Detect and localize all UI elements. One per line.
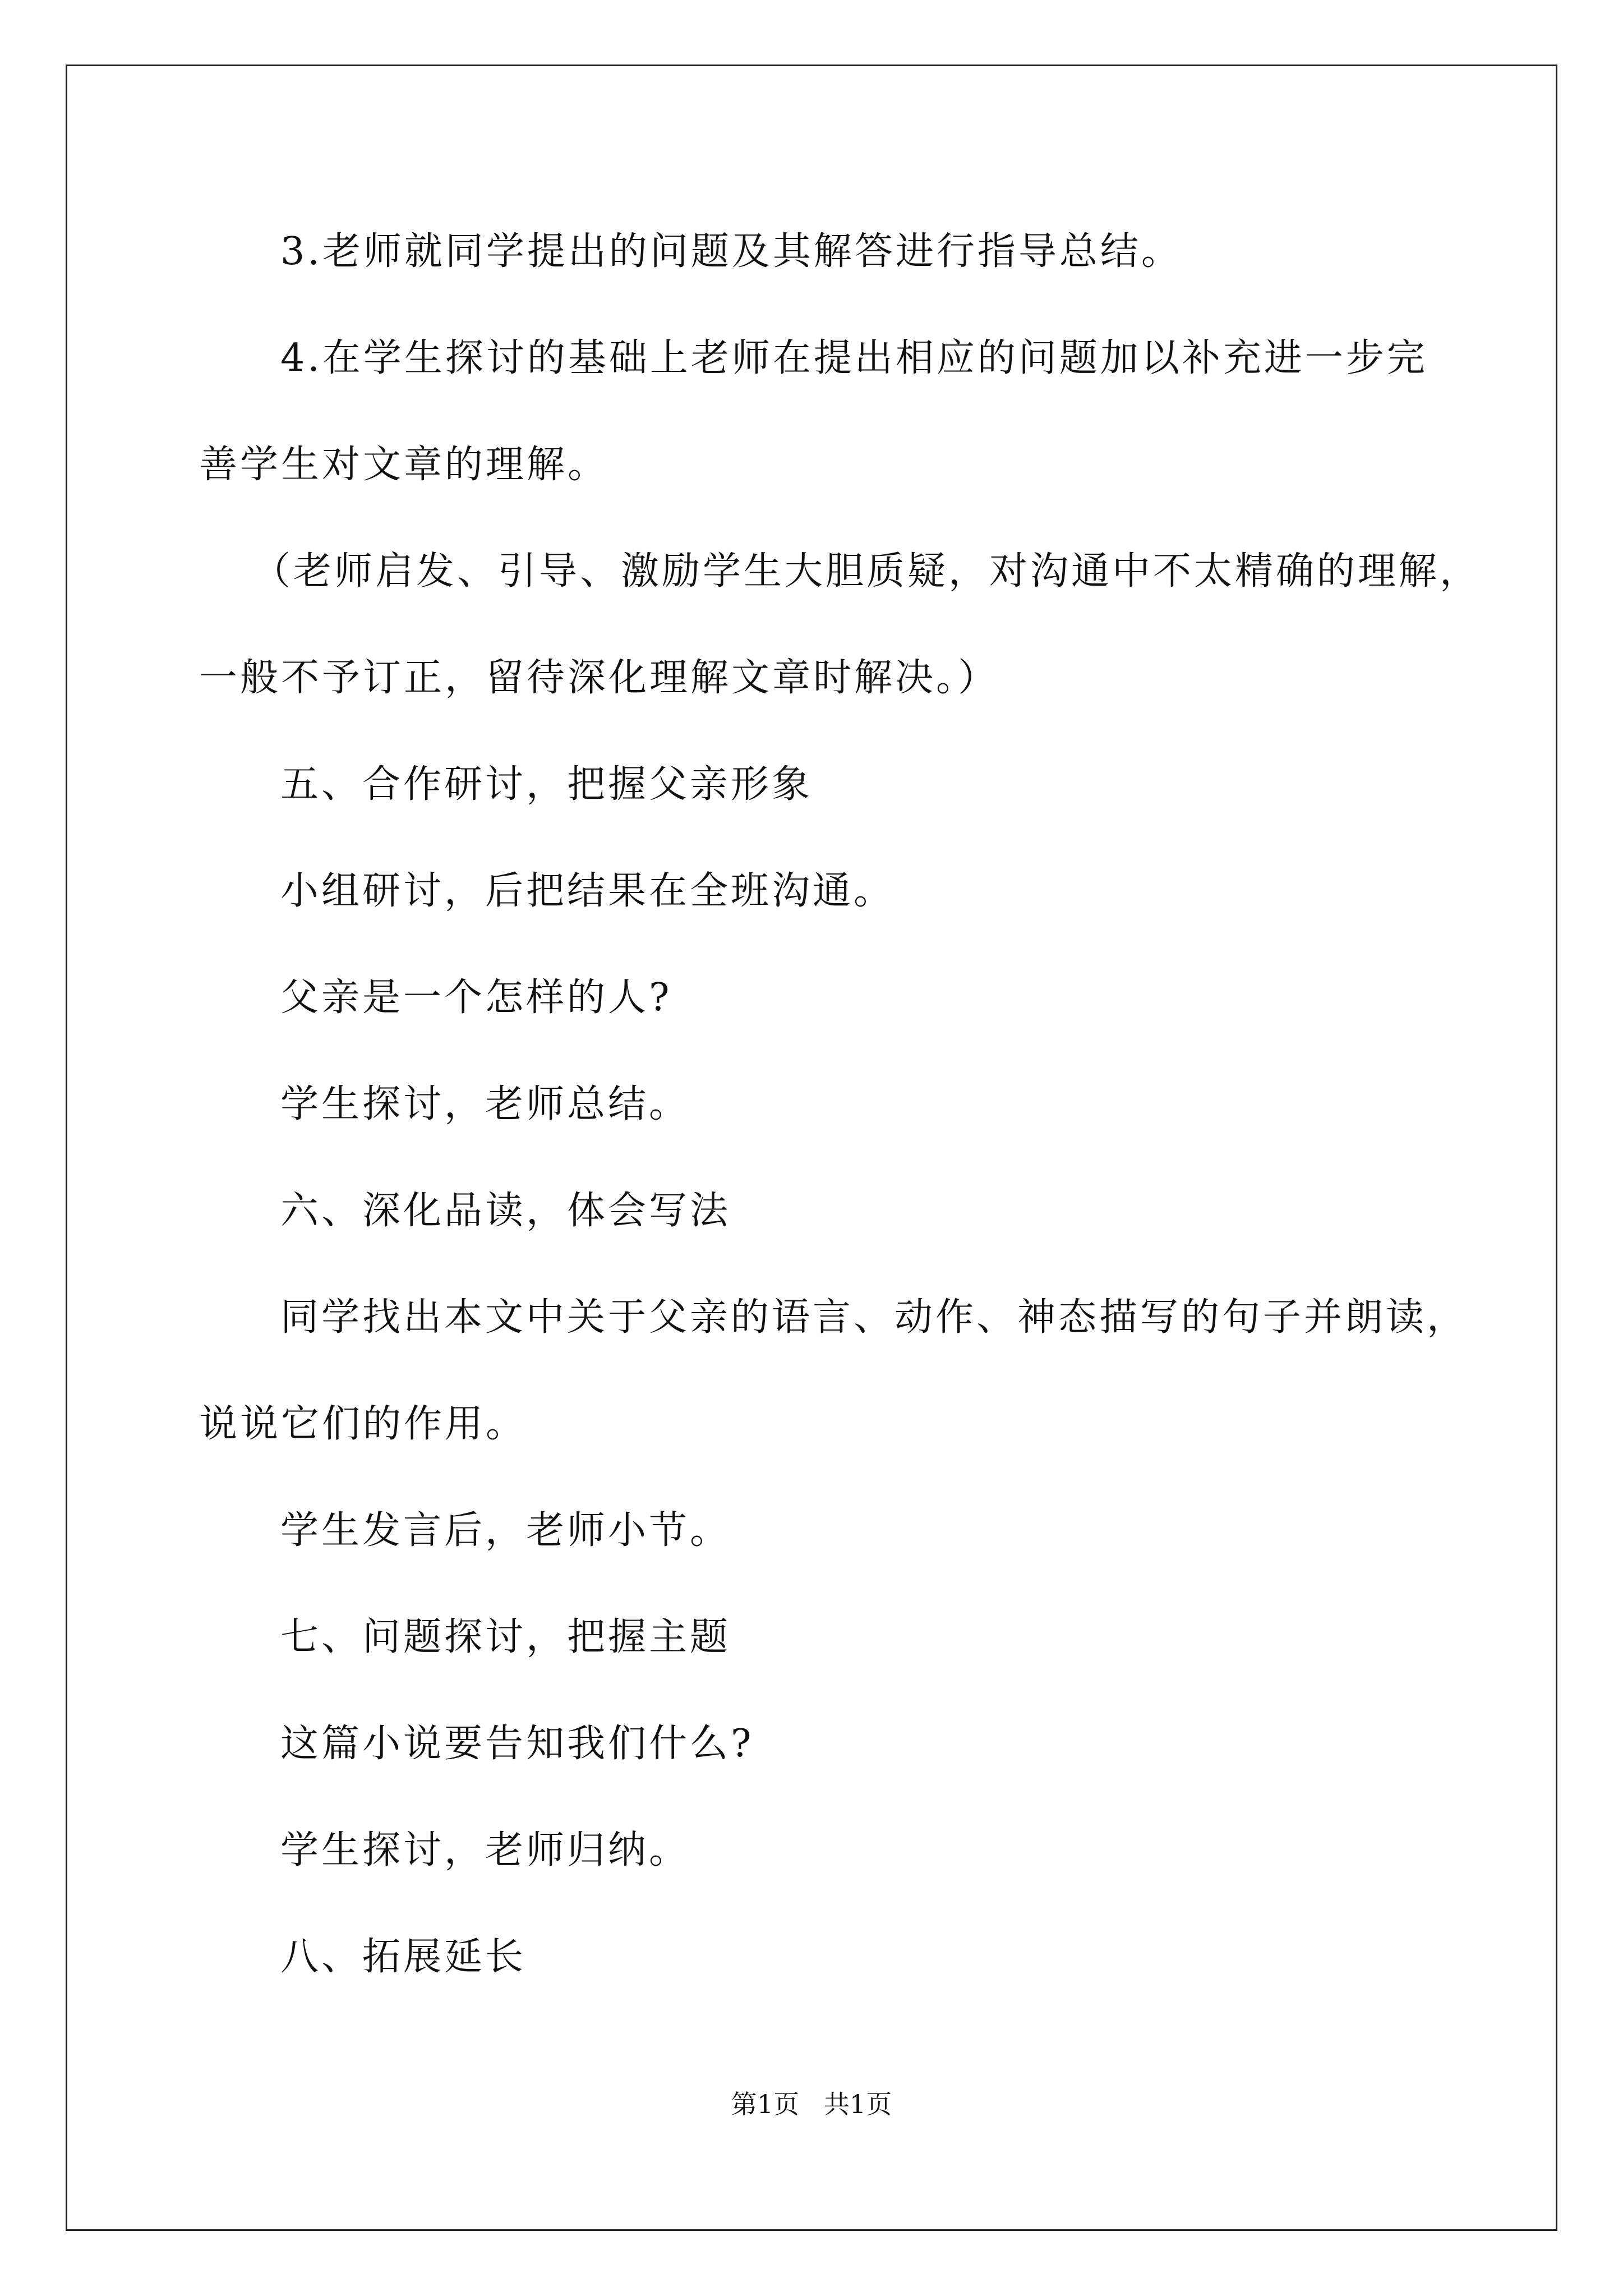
section-heading: 七、问题探讨，把握主题 <box>280 1615 731 1659</box>
paragraph: 学生探讨，老师总结。 <box>280 1082 690 1126</box>
paragraph: 3.老师就同学提出的问题及其解答进行指导总结。 <box>280 229 1182 274</box>
page-border <box>66 65 1557 2231</box>
paragraph: 父亲是一个怎样的人? <box>280 976 672 1020</box>
paragraph-continuation: 说说它们的作用。 <box>199 1402 527 1446</box>
paragraph: （老师启发、引导、激励学生大胆质疑，对沟通中不太精确的理解， <box>252 549 1481 593</box>
paragraph: 这篇小说要告知我们什么? <box>280 1722 754 1766</box>
paragraph: 小组研讨，后把结果在全班沟通。 <box>280 869 895 913</box>
page-footer: 第1页 共1页 <box>731 2089 892 2119</box>
section-heading: 八、拓展延长 <box>280 1935 527 1979</box>
paragraph: 4.在学生探讨的基础上老师在提出相应的问题加以补充进一步完 <box>280 336 1428 380</box>
section-heading: 六、深化品读，体会写法 <box>280 1189 731 1233</box>
paragraph-continuation: 善学生对文章的理解。 <box>199 443 609 487</box>
paragraph-continuation: 一般不予订正，留待深化理解文章时解决。） <box>199 656 999 700</box>
paragraph: 同学找出本文中关于父亲的语言、动作、神态描写的句子并朗读， <box>280 1295 1468 1340</box>
section-heading: 五、合作研讨，把握父亲形象 <box>280 762 813 807</box>
paragraph: 学生发言后，老师小节。 <box>280 1508 731 1553</box>
paragraph: 学生探讨，老师归纳。 <box>280 1828 690 1872</box>
